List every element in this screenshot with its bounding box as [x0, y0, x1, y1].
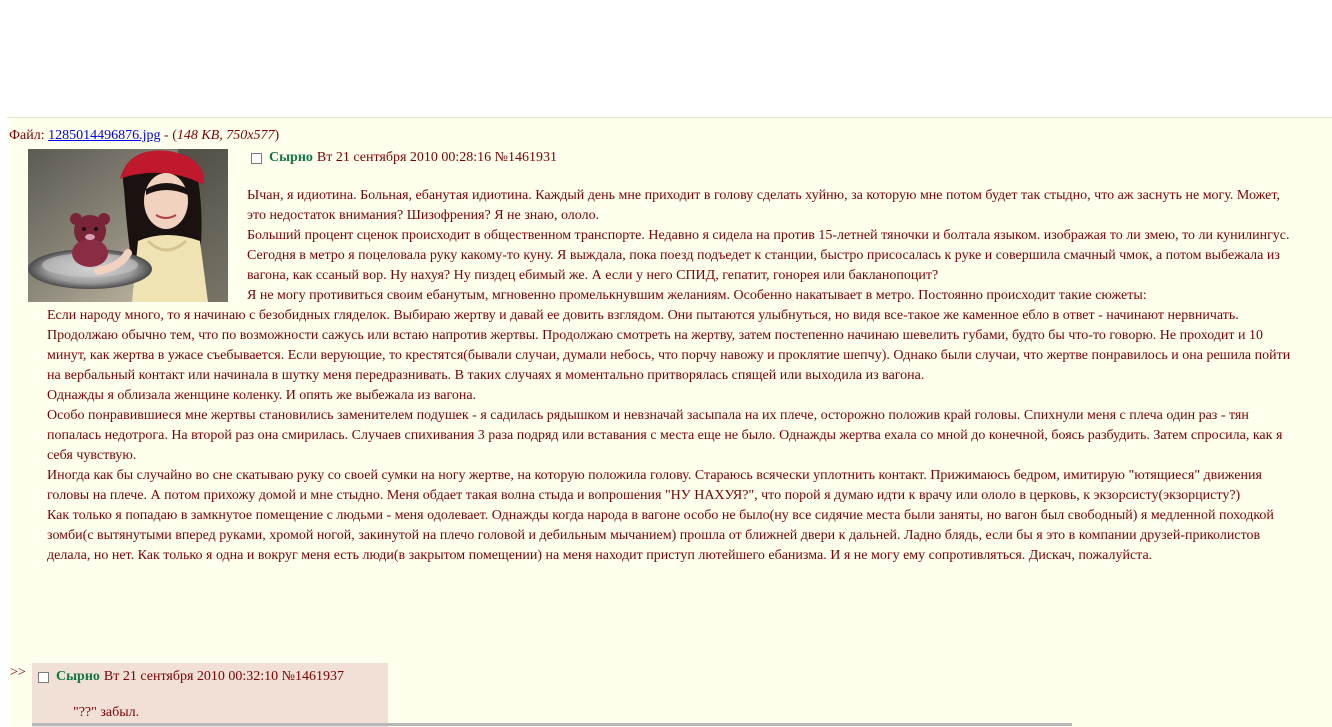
op-post-header — [251, 150, 557, 166]
op-post-number[interactable]: №1461931 — [494, 150, 558, 165]
reply-post-checkbox[interactable] — [38, 672, 49, 683]
file-info — [9, 128, 279, 144]
reply-post-number[interactable]: №1461937 — [281, 669, 345, 684]
file-info-suffix: ) — [274, 128, 280, 143]
op-paragraph: Однажды я облизала женщине коленку. И опять же выбежала из вагона. — [47, 388, 477, 403]
op-post-datetime: Вт 21 сентября 2010 00:28:16 — [316, 150, 492, 165]
op-paragraph: Ычан, я идиотина. Больная, ебанутая идиотина. Каждый день мне приходит в голову сделать хуйню, за которую мне потом будет так стыдно, что аж заснуть не могу. Может, это недостаток внимания? Шизофрения? Я не знаю, ололо. — [247, 188, 1280, 223]
reply-post-header — [38, 669, 344, 685]
file-meta: 148 KB, 750x577 — [176, 128, 275, 143]
thread-container — [7, 117, 1332, 727]
top-blank-area — [0, 0, 1332, 117]
reply-post-text: "??" забыл. — [73, 705, 140, 720]
op-paragraph: Если народу много, то я начинаю с безобидных гляделок. Выбираю жертву и давай ее довить взглядом. Они пытаются улыбнуться, но видя все-такое же каменное ебло в ответ - начинают нервничать. Продолжаю обычно тем, что по возможности сажусь или встаю напротив жертвы. Продолжаю смотреть на жертву, затем постепенно начинаю шевелить губами, будто бы что-то говорю. Не проходит и 10 минут, как жертва в ужасе съебывается. Если верующие, то крестятся(бывали случаи, думали небось, что порчу навожу и проклятие шепчу). Однако были случаи, что жертве понравилось и она решила пойти на вербальный контакт или начинала в шутку меня передразнивать. В таких случаях я моментально притворялась спящей или выходила из вагона. — [47, 308, 1291, 383]
file-info-separator: - ( — [160, 128, 177, 143]
reply-arrows: >> — [10, 665, 26, 680]
op-paragraph: Я не могу противиться своим ебанутым, мгновенно промелькнувшим желаниям. Особенно накатывает в метро. Постоянно происходит такие сюжеты: — [247, 288, 1147, 303]
op-paragraph: Как только я попадаю в замкнутое помещение с людьми - меня одолевает. Однажды когда народа в вагоне особо не было(ну все сидячие места были заняты, но вагон был свободный) я медленной походкой зомби(с вытянутыми вперед руками, хромой ногой, закинутой на плечо головой и дебильным мычанием) прошла от ближней двери к дальней. Ладно блядь, если бы я это в компании друзей-приколистов делала, но нет. Как только я одна и вокруг меня есть люди(в закрытом помещении) на меня находит приступ лютейшего ебанизма. И я не могу ему сопротивляться. Дискач, пожалуйста. — [47, 508, 1274, 563]
reply-poster-name: Сырно — [56, 669, 100, 684]
op-post-checkbox[interactable] — [251, 153, 262, 164]
file-link[interactable]: 1285014496876.jpg — [48, 128, 161, 143]
file-info-prefix: Файл: — [9, 128, 49, 143]
op-paragraph: Особо понравившиеся мне жертвы становились заменителем подушек - я садилась рядышком и невзначай засыпала на их плече, осторожно положив край головы. Спихнули меня с плеча один раз - тян попалась недотрога. На второй раз она смирилась. Случаев спихивания 3 раза подряд или вставания с места еще не было. Однажды жертва ехала со мной до конечной, боясь разбудить. Затем спросила, как я себя чувствую. — [47, 408, 1283, 463]
op-poster-name: Сырно — [269, 150, 313, 165]
op-paragraph: Больший процент сценок происходит в общественном транспорте. Недавно я сидела на против 15-летней тяночки и болтала языком. изображая то ли змею, то ли кунилингус. — [247, 228, 1290, 243]
reply-post-datetime: Вт 21 сентября 2010 00:32:10 — [103, 669, 279, 684]
op-paragraph: Иногда как бы случайно во сне скатываю руку со своей сумки на ногу жертве, на которую положила голову. Стараюсь всячески уплотнить контакт. Прижимаюсь бедром, имитирую "ютящиеся" движения головы на плече. А потом прихожу домой и мне стыдно. Меня обдает такая волна стыда и вопрошения "НУ НАХУЯ?", что порой я думаю идти к врачу или ололо в церковь, к экзорсисту(экзорцисту?) — [47, 468, 1262, 503]
reply-post — [32, 663, 388, 727]
op-post-body — [47, 186, 1302, 566]
op-paragraph: Сегодня в метро я поцеловала руку какому-то куну. Я выждала, пока поезд подъедет к станции, быстро присосалась к руке и совершила смачный чмок, а потом выбежала из вагона, как ссаный вор. Ну нахуя? Ну пиздец ебимый же. А если у него СПИД, гепатит, гонорея или бакланопоцит? — [247, 248, 1280, 283]
